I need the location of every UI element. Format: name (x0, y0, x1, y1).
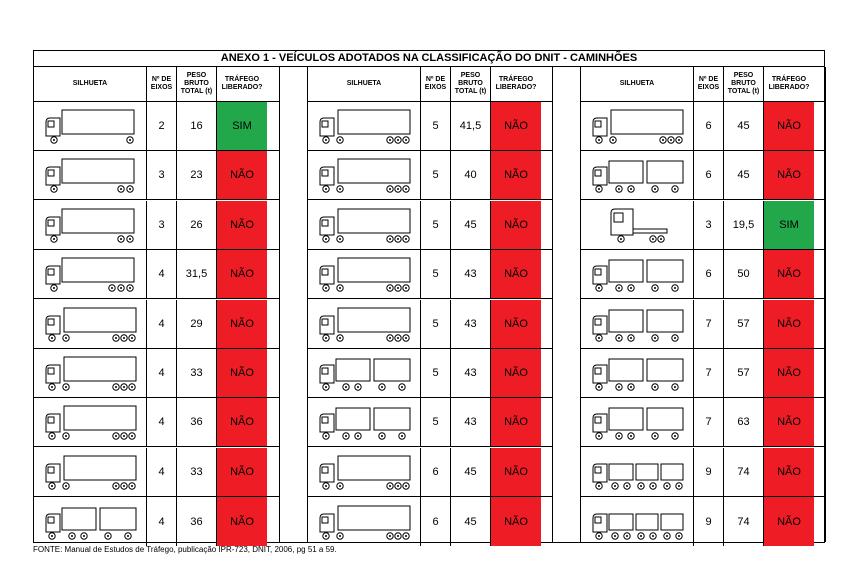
status-badge-nao: NÃO (763, 300, 814, 348)
table-row (34, 201, 279, 250)
axle-count: 6 (693, 151, 723, 199)
axle-count: 5 (420, 201, 450, 249)
axle-count: 5 (420, 398, 450, 446)
truck-tractor-semitrailer-icon (308, 497, 420, 546)
truck-tractor-semitrailer-icon (308, 250, 420, 298)
gross-weight: 36 (176, 398, 216, 446)
truck-tractor-only-icon (581, 201, 693, 249)
gross-weight: 26 (176, 201, 216, 249)
status-badge-nao: NÃO (490, 349, 541, 397)
truck-tractor-semitrailer-icon (308, 102, 420, 150)
status-badge-nao: NÃO (216, 448, 267, 496)
axle-count: 5 (420, 151, 450, 199)
axle-count: 5 (420, 250, 450, 298)
truck-with-trailer-icon (581, 250, 693, 298)
gross-weight: 36 (176, 497, 216, 546)
gross-weight: 43 (450, 300, 490, 348)
table-row (34, 300, 279, 349)
truck-tractor-semitrailer-icon (34, 300, 146, 348)
status-badge-nao: NÃO (490, 398, 541, 446)
axle-count: 6 (420, 497, 450, 546)
axle-count: 5 (420, 349, 450, 397)
status-badge-nao: NÃO (216, 300, 267, 348)
status-badge-nao: NÃO (763, 349, 814, 397)
status-badge-nao: NÃO (763, 448, 814, 496)
gross-weight: 74 (723, 497, 763, 546)
status-badge-nao: NÃO (216, 398, 267, 446)
status-badge-nao: NÃO (490, 448, 541, 496)
header-silhueta: SILHUETA (72, 80, 108, 87)
status-badge-sim: SIM (216, 102, 267, 150)
table-title: ANEXO 1 - VEÍCULOS ADOTADOS NA CLASSIFICAÇÃO DO DNIT - CAMINHÕES (34, 51, 824, 67)
table-row (34, 102, 279, 151)
road-train-icon (581, 448, 693, 496)
table-row (308, 300, 553, 349)
truck-with-trailer-icon (581, 349, 693, 397)
header-peso: PESO BRUTO TOTAL (t) (723, 67, 763, 101)
table-row (581, 448, 826, 497)
gross-weight: 29 (176, 300, 216, 348)
classification-table (33, 50, 825, 543)
truck-tractor-semitrailer-icon (308, 300, 420, 348)
status-badge-nao: NÃO (490, 102, 541, 150)
header-silhueta: SILHUETA (619, 80, 655, 87)
axle-count: 9 (693, 497, 723, 546)
axle-count: 4 (146, 250, 176, 298)
truck-with-trailer-icon (581, 300, 693, 348)
truck-tractor-semitrailer-icon (308, 448, 420, 496)
table-row (308, 151, 553, 200)
gross-weight: 74 (723, 448, 763, 496)
table-row (308, 102, 553, 151)
axle-count: 5 (420, 300, 450, 348)
table-row (581, 201, 826, 250)
table-row (581, 102, 826, 151)
table-row (581, 497, 826, 546)
gross-weight: 16 (176, 102, 216, 150)
axle-count: 4 (146, 497, 176, 546)
axle-count: 4 (146, 398, 176, 446)
header-trafego: TRÁFEGO LIBERADO? (216, 67, 267, 101)
truck-tractor-semitrailer-icon (308, 201, 420, 249)
axle-count: 5 (420, 102, 450, 150)
gross-weight: 43 (450, 349, 490, 397)
gross-weight: 45 (723, 102, 763, 150)
table-row (581, 300, 826, 349)
header-silhueta: SILHUETA (346, 80, 382, 87)
axle-count: 6 (420, 448, 450, 496)
truck-with-trailer-icon (308, 349, 420, 397)
axle-count: 7 (693, 349, 723, 397)
gross-weight: 41,5 (450, 102, 490, 150)
table-row (308, 250, 553, 299)
status-badge-nao: NÃO (216, 151, 267, 199)
gross-weight: 19,5 (723, 201, 763, 249)
table-row (34, 398, 279, 447)
table-row (308, 448, 553, 497)
status-badge-nao: NÃO (763, 398, 814, 446)
truck-with-trailer-icon (308, 398, 420, 446)
status-badge-sim: SIM (763, 201, 814, 249)
table-row (34, 497, 279, 546)
gross-weight: 40 (450, 151, 490, 199)
axle-count: 4 (146, 448, 176, 496)
header-peso: PESO BRUTO TOTAL (t) (450, 67, 490, 101)
table-section-3 (580, 67, 826, 542)
truck-tractor-semitrailer-icon (308, 151, 420, 199)
header-trafego: TRÁFEGO LIBERADO? (490, 67, 541, 101)
axle-count: 7 (693, 300, 723, 348)
truck-4-axle-icon (34, 250, 146, 298)
truck-2-axle-icon (34, 102, 146, 150)
gross-weight: 33 (176, 448, 216, 496)
truck-with-trailer-icon (581, 151, 693, 199)
gross-weight: 33 (176, 349, 216, 397)
header-peso: PESO BRUTO TOTAL (t) (176, 67, 216, 101)
axle-count: 3 (146, 151, 176, 199)
source-footnote: FONTE: Manual de Estudos de Tráfego, publicação IPR-723, DNIT, 2006, pg 51 a 59. (33, 545, 337, 554)
status-badge-nao: NÃO (216, 349, 267, 397)
table-row (34, 448, 279, 497)
truck-3-axle-icon (34, 151, 146, 199)
header-eixos: Nº DE EIXOS (420, 67, 450, 101)
truck-3-axle-icon (34, 201, 146, 249)
gross-weight: 23 (176, 151, 216, 199)
gross-weight: 45 (450, 497, 490, 546)
table-row (308, 497, 553, 546)
axle-count: 3 (146, 201, 176, 249)
gross-weight: 57 (723, 300, 763, 348)
table-row (581, 250, 826, 299)
header-trafego: TRÁFEGO LIBERADO? (763, 67, 814, 101)
truck-tractor-semitrailer-icon (34, 398, 146, 446)
axle-count: 7 (693, 398, 723, 446)
table-row (34, 151, 279, 200)
gross-weight: 50 (723, 250, 763, 298)
axle-count: 9 (693, 448, 723, 496)
status-badge-nao: NÃO (763, 497, 814, 546)
table-row (34, 349, 279, 398)
gross-weight: 45 (450, 448, 490, 496)
table-row (34, 250, 279, 299)
column-header-row (34, 67, 279, 102)
gross-weight: 45 (723, 151, 763, 199)
status-badge-nao: NÃO (490, 201, 541, 249)
status-badge-nao: NÃO (216, 250, 267, 298)
gross-weight: 43 (450, 250, 490, 298)
status-badge-nao: NÃO (216, 497, 267, 546)
truck-with-trailer-icon (581, 398, 693, 446)
header-eixos: Nº DE EIXOS (146, 67, 176, 101)
status-badge-nao: NÃO (490, 250, 541, 298)
table-row (308, 398, 553, 447)
axle-count: 2 (146, 102, 176, 150)
truck-with-trailer-icon (34, 497, 146, 546)
table-section-1 (34, 67, 280, 542)
status-badge-nao: NÃO (490, 300, 541, 348)
column-header-row (308, 67, 553, 102)
table-row (308, 201, 553, 250)
axle-count: 6 (693, 102, 723, 150)
status-badge-nao: NÃO (763, 250, 814, 298)
gross-weight: 43 (450, 398, 490, 446)
axle-count: 4 (146, 300, 176, 348)
table-row (581, 398, 826, 447)
truck-tractor-semitrailer-icon (34, 349, 146, 397)
axle-count: 6 (693, 250, 723, 298)
status-badge-nao: NÃO (490, 497, 541, 546)
header-eixos: Nº DE EIXOS (693, 67, 723, 101)
column-header-row (581, 67, 826, 102)
table-row (308, 349, 553, 398)
gross-weight: 63 (723, 398, 763, 446)
truck-tractor-semitrailer-icon (34, 448, 146, 496)
status-badge-nao: NÃO (490, 151, 541, 199)
road-train-icon (581, 497, 693, 546)
gross-weight: 45 (450, 201, 490, 249)
status-badge-nao: NÃO (763, 151, 814, 199)
status-badge-nao: NÃO (763, 102, 814, 150)
truck-tractor-semitrailer-icon (581, 102, 693, 150)
table-row (581, 151, 826, 200)
table-section-2 (307, 67, 553, 542)
status-badge-nao: NÃO (216, 201, 267, 249)
table-row (581, 349, 826, 398)
axle-count: 4 (146, 349, 176, 397)
axle-count: 3 (693, 201, 723, 249)
gross-weight: 57 (723, 349, 763, 397)
gross-weight: 31,5 (176, 250, 216, 298)
